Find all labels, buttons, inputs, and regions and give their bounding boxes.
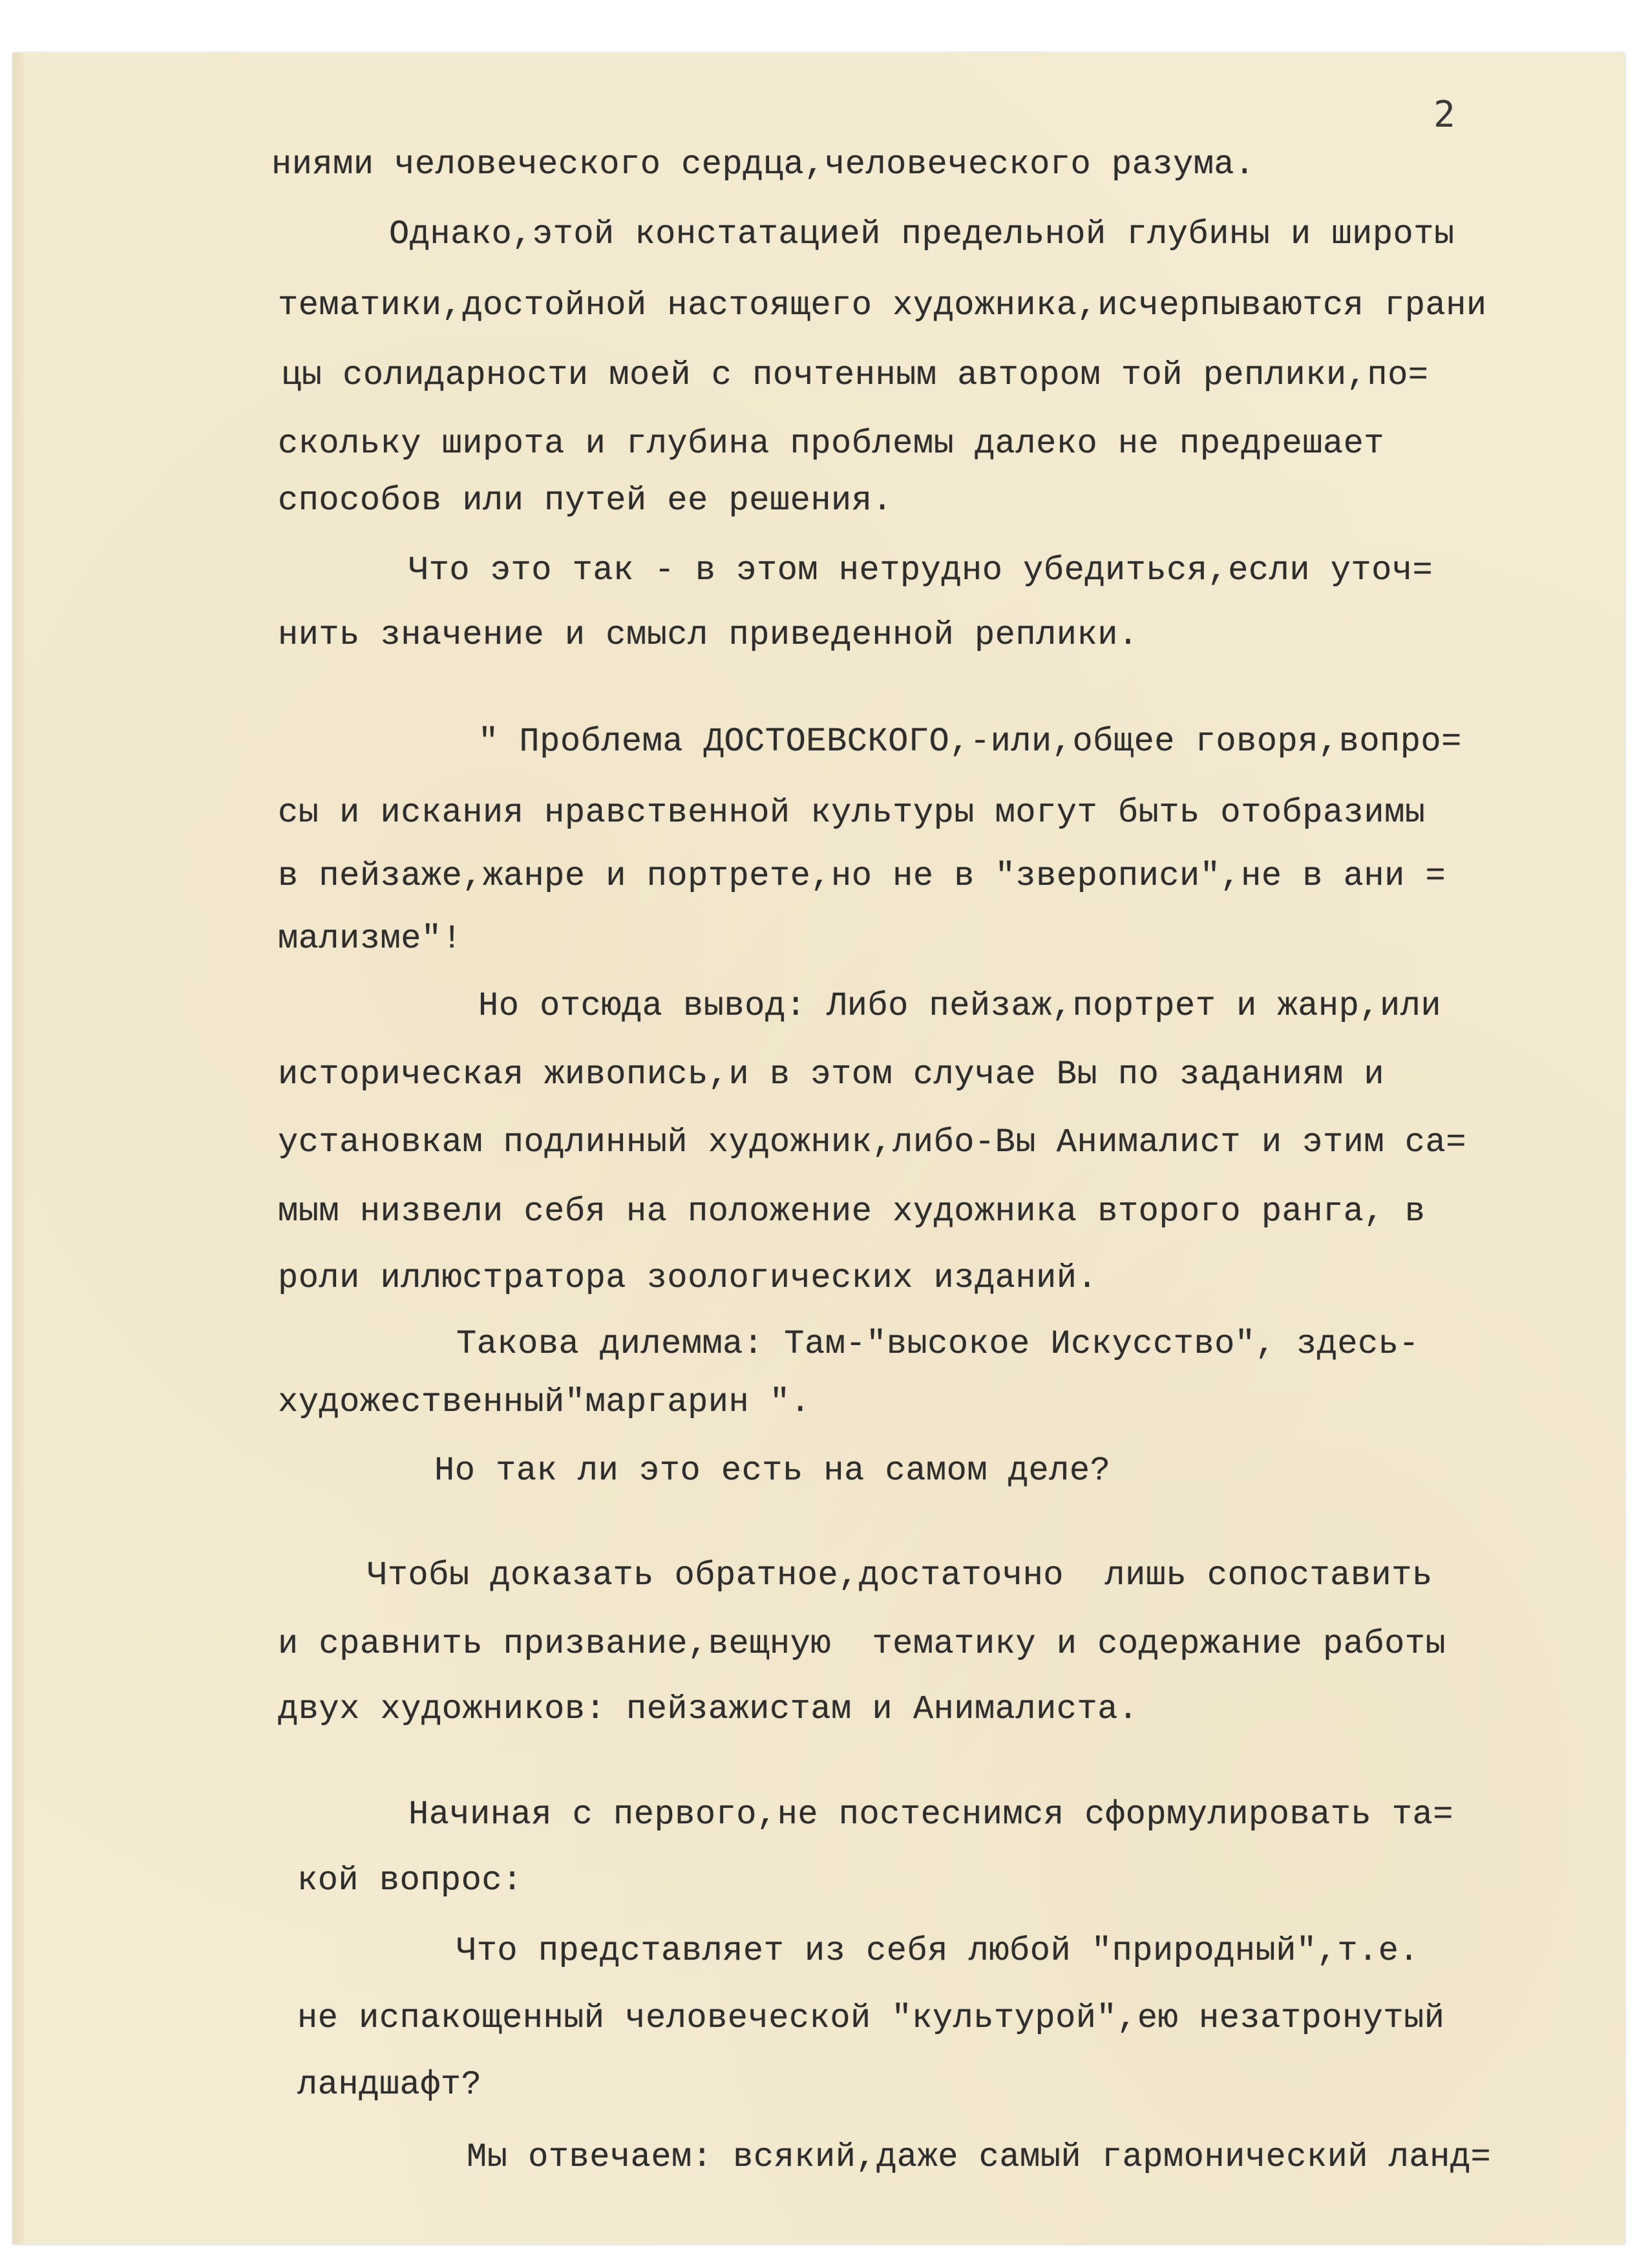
text-line: роли иллюстратора зоологических изданий. [278,1259,1098,1297]
text-line: способов или путей ее решения. [278,482,893,520]
text-line: Но отсюда вывод: Либо пейзаж,портрет и жанр,или [478,987,1442,1025]
text-line: Однако,этой констатацией предельной глубины и широты [389,215,1455,253]
text-line: " Проблема ДОСТОЕВСКОГО,-или,общее говоря,вопро= [478,723,1462,761]
text-line: Мы отвечаем: всякий,даже самый гармонический ланд= [467,2138,1492,2176]
text-line: нить значение и смысл приведенной реплики. [278,616,1139,654]
text-line: Что представляет из себя любой "природный",т.е. [456,1932,1420,1970]
text-line: скольку широта и глубина проблемы далеко не предрешает [278,425,1385,463]
page-number: 2 [1433,94,1455,136]
text-line: и сравнить призвание,вещную тематику и содержание работы [278,1625,1446,1663]
text-line: историческая живопись,и в этом случае Вы по заданиям и [278,1055,1385,1094]
text-line: художественный"маргарин ". [278,1383,811,1421]
text-line: двух художников: пейзажистам и Анималиста. [278,1690,1139,1728]
text-line: тематики,достойной настоящего художника,исчерпываются грани [278,286,1487,324]
text-line: цы солидарности моей с почтенным автором той реплики,по= [281,356,1429,394]
paper-edge [13,53,25,2244]
text-line: Такова дилемма: Там-"высокое Искусство", здесь- [456,1325,1420,1363]
text-line: Но так ли это есть на самом деле? [434,1452,1111,1490]
text-line: не испакощенный человеческой "культурой",ею незатронутый [297,1999,1445,2037]
text-line: мализме"! [278,920,463,958]
text-line: Начиная с первого,не постеснимся сформулировать та= [408,1796,1453,1834]
text-line: мым низвели себя на положение художника второго ранга, в [278,1192,1426,1231]
text-line: ниями человеческого сердца,человеческого разума. [271,145,1255,184]
text-line: в пейзаже,жанре и портрете,но не в "зверописи",не в ани = [278,857,1446,895]
text-line: кой вопрос: [297,1861,523,1900]
text-line: установкам подлинный художник,либо-Вы Анималист и этим са= [278,1123,1466,1161]
text-line: сы и искания нравственной культуры могут быть отобразимы [278,794,1426,832]
text-line: ландшафт? [297,2066,482,2104]
text-line: Что это так - в этом нетрудно убедиться,если уточ= [408,551,1433,589]
text-line: Чтобы доказать обратное,достаточно лишь сопоставить [367,1556,1433,1595]
